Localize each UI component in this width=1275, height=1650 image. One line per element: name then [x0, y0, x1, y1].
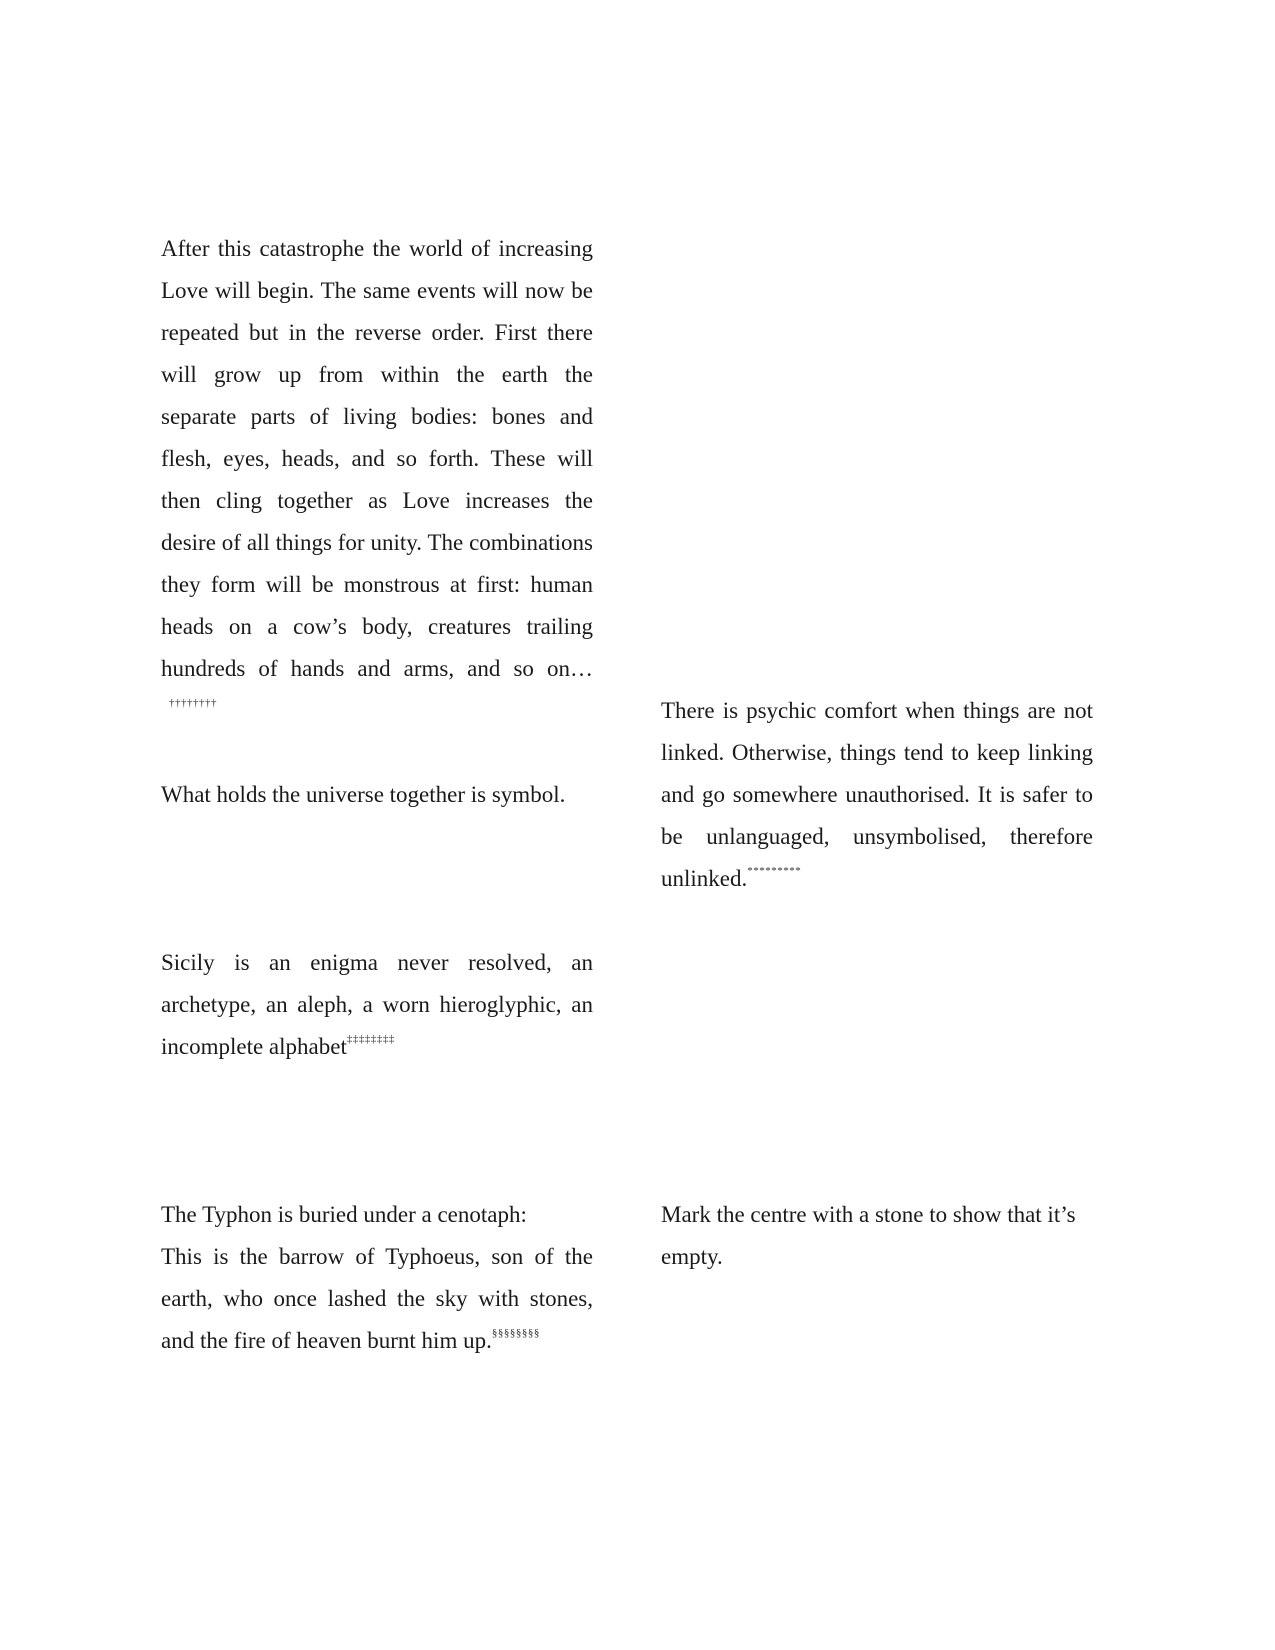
psychic-comfort-text: There is psychic comfort when things are not linked. Otherwise, things tend to keep linking and go somewhere unauthorised. It is safer to be unlanguaged, unsymbolised, therefore unlinked. — [661, 698, 1093, 891]
typhon-epitaph — [161, 1236, 593, 1362]
sicily-passage — [161, 942, 593, 1068]
sicily-passage-text: Sicily is an enigma never resolved, an archetype, an aleph, a worn hieroglyphic, an incomplete alphabet — [161, 950, 593, 1059]
typhon-passage — [161, 1194, 593, 1362]
centre-stone-text: Mark the centre with a stone to show that it’s empty. — [661, 1202, 1076, 1269]
typhon-heading: The Typhon is buried under a cenotaph: — [161, 1202, 527, 1227]
footnote-mark-asterisks: ********* — [747, 865, 802, 877]
centre-stone-passage — [661, 1194, 1093, 1278]
footnote-mark-sections: §§§§§§§§ — [491, 1327, 540, 1339]
love-passage-text: After this catastrophe the world of increasing Love will begin. The same events will now be repeated but in the reverse order. First there will grow up from within the earth the separate parts of living bodies: bones and flesh, eyes, heads, and so forth. These will then cling together as Love increases the desire of all things for unity. The combinations they form will be monstrous at first: human heads on a cow’s body, creatures trailing hundreds of hands and arms, and so on… — [161, 236, 593, 681]
symbol-line — [161, 774, 593, 816]
typhon-epitaph-text: This is the barrow of Typhoeus, son of the earth, who once lashed the sky with stones, and the fire of heaven burnt him up. — [161, 1244, 593, 1353]
symbol-line-text: What holds the universe together is symbol. — [161, 782, 566, 807]
footnote-mark-double-daggers: ‡‡‡‡‡‡‡‡ — [346, 1033, 395, 1045]
love-passage — [161, 228, 593, 732]
footnote-mark-daggers: †††††††† — [169, 697, 217, 709]
psychic-comfort-passage — [661, 690, 1093, 900]
